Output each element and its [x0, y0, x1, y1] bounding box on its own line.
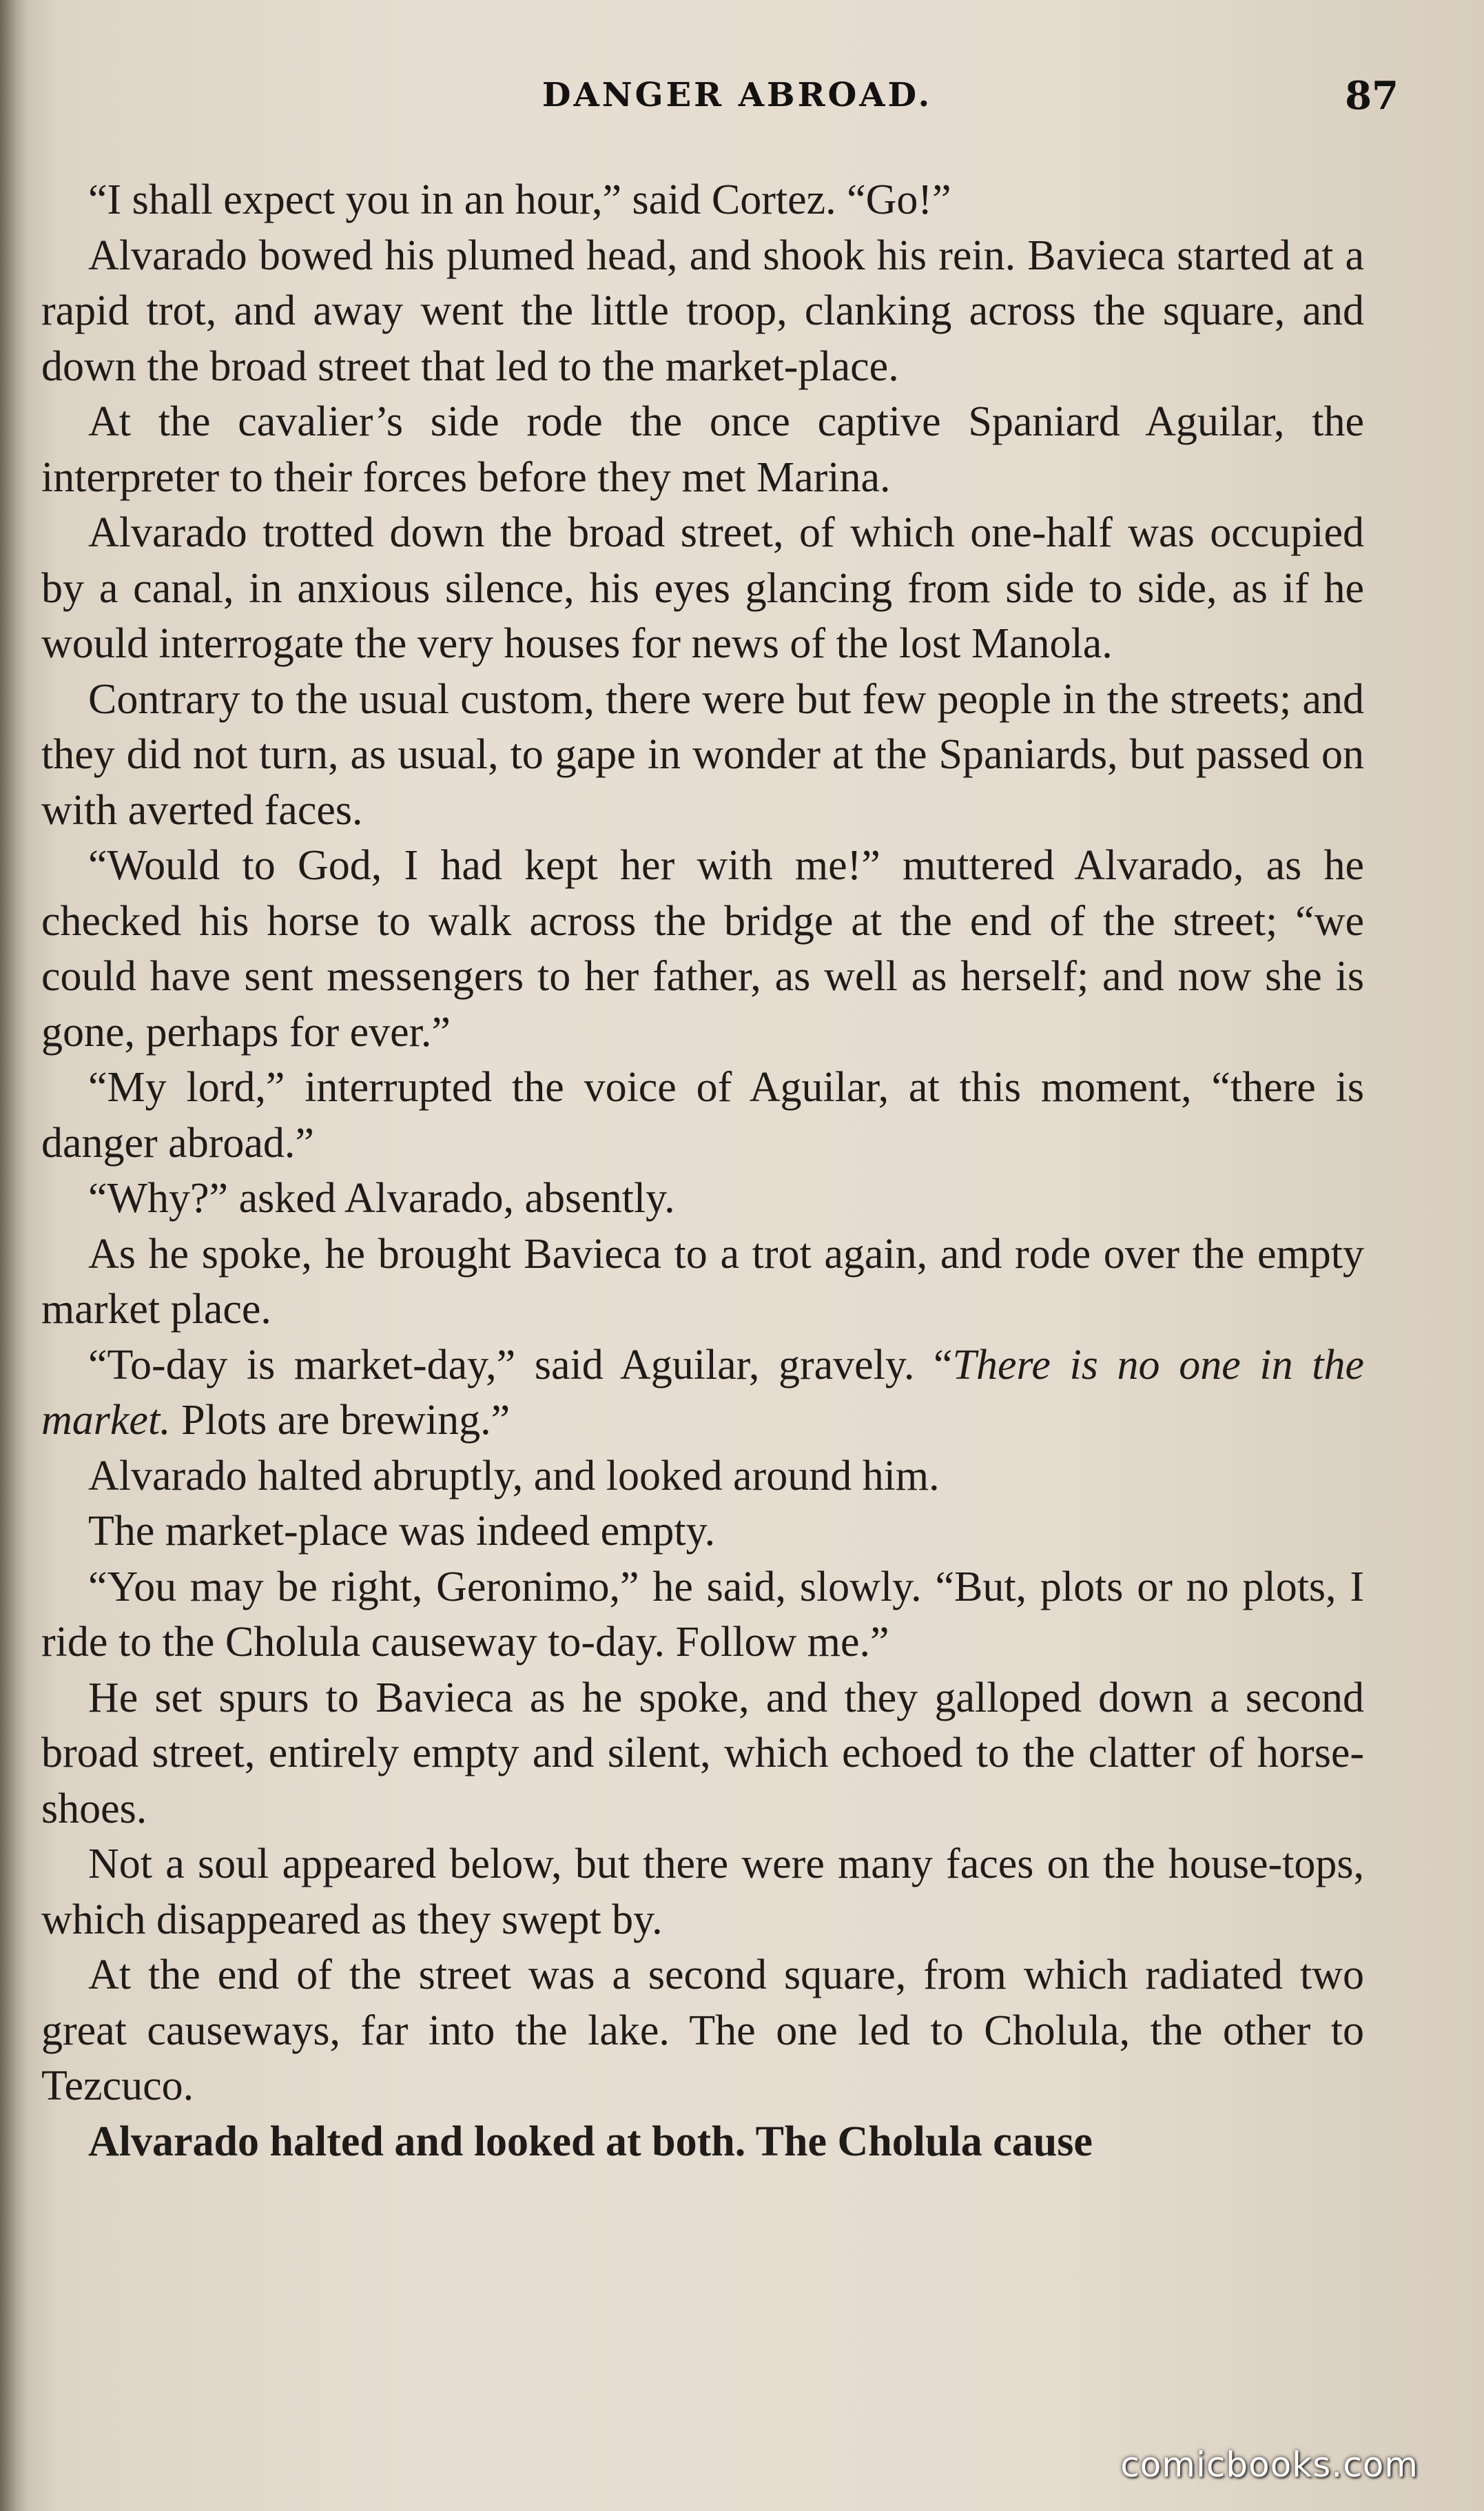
text-run: There is no one in the market.: [41, 1341, 1364, 1444]
paragraph: [41, 1171, 1364, 1227]
text-run: Alvarado halted abruptly, and looked around him.: [88, 1452, 940, 1499]
text-run: As he spoke, he brought Bavieca to a trot again, and rode over the empty market place.: [41, 1230, 1364, 1333]
paragraph: [41, 1338, 1364, 1448]
paragraph: [41, 1559, 1364, 1670]
page-header: [41, 73, 1433, 138]
text-run: Contrary to the usual custom, there were but few people in the streets; and they did not turn, as usual, to gape in wonder at the Spaniards, but passed on with averted faces.: [41, 675, 1364, 834]
paragraph: [41, 1448, 1364, 1504]
paragraph: [41, 1060, 1364, 1171]
text-run: “My lord,” interrupted the voice of Aguilar, at this moment, “there is danger abroad.”: [41, 1064, 1364, 1167]
text-run: “Why?” asked Alvarado, absently.: [88, 1175, 675, 1222]
page-number: 87: [1345, 73, 1399, 119]
running-head: DANGER ABROAD.: [542, 76, 933, 114]
text-run: “Would to God, I had kept her with me!” muttered Alvarado, as he checked his horse to walk across the bridge at the end of the street; “we could have sent messengers to her father, as well as herself; and now she is gone, perhaps for ever.”: [41, 842, 1364, 1056]
watermark: comicbooks.com: [1120, 2445, 1419, 2485]
body-text: [41, 172, 1364, 2169]
text-run: The market-place was indeed empty.: [88, 1508, 716, 1555]
paragraph: [41, 394, 1364, 505]
text-run: He set spurs to Bavieca as he spoke, and they galloped down a second broad street, entirely empty and silent, which echoed to the clatter of horse-shoes.: [41, 1674, 1364, 1832]
paragraph: [41, 1836, 1364, 1947]
text-run: Alvarado halted and looked at both. The Cholula cause: [88, 2118, 1093, 2165]
paragraph: [41, 1947, 1364, 2114]
text-run: Not a soul appeared below, but there were many faces on the house-tops, which disappeared as they swept by.: [41, 1841, 1364, 1943]
paragraph: [41, 2114, 1364, 2170]
text-run: Alvarado trotted down the broad street, of which one-half was occupied by a canal, in anxious silence, his eyes glancing from side to side, as if he would interrogate the very houses for news of the lost Manola.: [41, 509, 1364, 667]
page-gutter-shadow: [0, 0, 28, 2511]
paragraph: [41, 838, 1364, 1060]
text-run: At the end of the street was a second square, from which radiated two great causeways, far into the lake. The one led to Cholula, the other to Tezcuco.: [41, 1951, 1364, 2109]
paragraph: [41, 1227, 1364, 1338]
paragraph: [41, 672, 1364, 839]
text-run: “I shall expect you in an hour,” said Cortez. “Go!”: [88, 176, 951, 223]
text-run: Alvarado bowed his plumed head, and shook his rein. Bavieca started at a rapid trot, and away went the little troop, clanking across the square, and down the broad street that led to the market-place.: [41, 232, 1364, 390]
text-run: “You may be right, Geronimo,” he said, slowly. “But, plots or no plots, I ride to the Cholula causeway to-day. Follow me.”: [41, 1563, 1364, 1666]
text-run: “To-day is market-day,” said Aguilar, gravely. “: [88, 1341, 953, 1388]
text-run: At the cavalier’s side rode the once captive Spaniard Aguilar, the interpreter to their forces before they met Marina.: [41, 398, 1364, 501]
paragraph: [41, 1504, 1364, 1559]
text-run: Plots are brewing.”: [170, 1397, 511, 1444]
paragraph: [41, 1670, 1364, 1837]
paragraph: [41, 505, 1364, 672]
paragraph: [41, 172, 1364, 228]
paragraph: [41, 228, 1364, 395]
